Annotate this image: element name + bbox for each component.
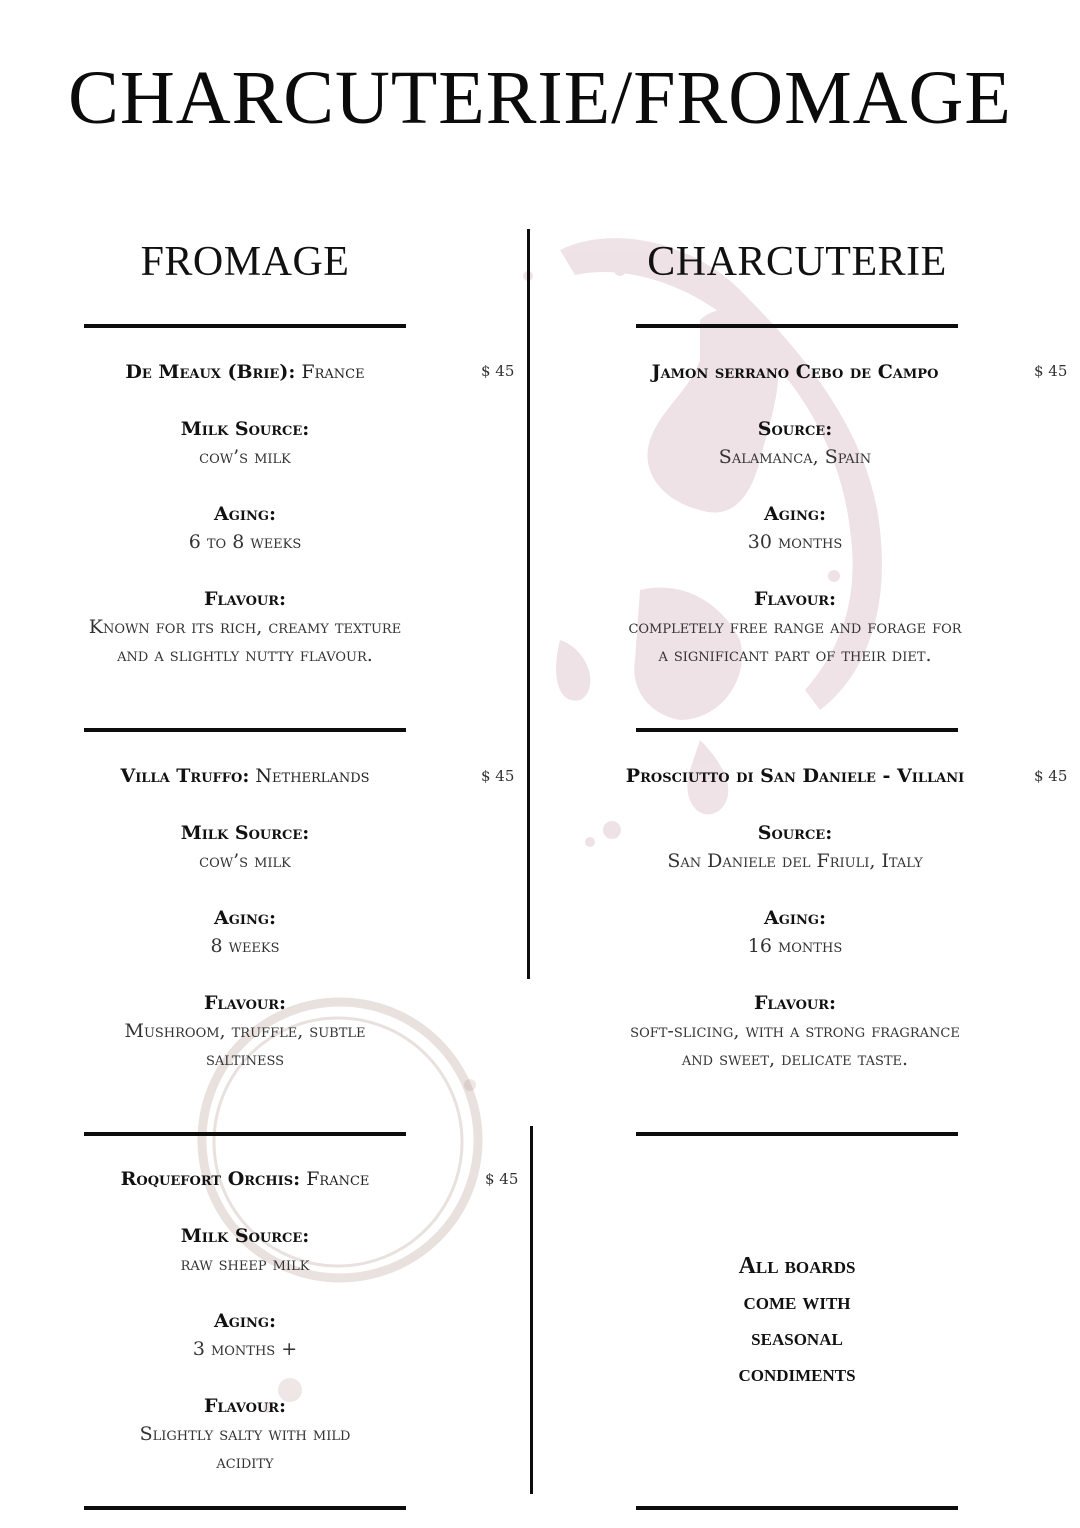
charcuterie-rule-4 xyxy=(636,1506,958,1510)
item-source-label: Milk Source: xyxy=(180,822,310,844)
fromage-item xyxy=(24,358,466,669)
charcuterie-rule-2 xyxy=(636,728,958,732)
item-aging: 16 months xyxy=(747,935,843,957)
note-line: condiments xyxy=(738,1361,856,1387)
item-origin: Netherlands xyxy=(255,765,370,787)
item-aging-label: Aging: xyxy=(214,503,276,525)
item-price: $ 45 xyxy=(481,767,515,785)
item-price: $ 45 xyxy=(1034,767,1068,785)
charcuterie-rule-3 xyxy=(636,1132,958,1136)
item-aging: 3 months + xyxy=(192,1338,298,1360)
fromage-rule-1 xyxy=(84,324,406,328)
item-flavour-line: Slightly salty with mild xyxy=(139,1423,351,1445)
column-divider-top xyxy=(527,229,530,979)
item-source: cow’s milk xyxy=(199,850,291,872)
charcuterie-item xyxy=(562,762,1028,1073)
item-source-label: Milk Source: xyxy=(180,1225,310,1247)
item-source-label: Source: xyxy=(757,822,833,844)
item-source: raw sheep milk xyxy=(180,1253,310,1275)
column-divider-bottom xyxy=(530,1126,533,1494)
item-name: Roquefort Orchis: xyxy=(120,1168,301,1190)
charcuterie-item xyxy=(562,358,1028,669)
item-flavour-line: and sweet, delicate taste. xyxy=(681,1048,909,1070)
item-aging: 8 weeks xyxy=(210,935,280,957)
item-source: San Daniele del Friuli, Italy xyxy=(667,850,923,872)
item-name: Jamon serrano Cebo de Campo xyxy=(651,361,939,383)
item-aging: 30 months xyxy=(747,531,843,553)
item-flavour-line: and a slightly nutty flavour. xyxy=(117,644,373,666)
note-line: come with xyxy=(743,1289,851,1315)
item-name: Prosciutto di San Daniele - Villani xyxy=(625,765,965,787)
item-source: cow’s milk xyxy=(199,446,291,468)
item-aging-label: Aging: xyxy=(764,503,826,525)
fromage-rule-3 xyxy=(84,1132,406,1136)
item-flavour-line: saltiness xyxy=(205,1048,285,1070)
fromage-item xyxy=(24,762,466,1073)
charcuterie-rule-1 xyxy=(636,324,958,328)
page-title: CHARCUTERIE/FROMAGE xyxy=(68,56,1012,140)
item-flavour-label: Flavour: xyxy=(203,992,287,1014)
item-flavour-label: Flavour: xyxy=(203,1395,287,1417)
fromage-heading: FROMAGE xyxy=(140,239,350,285)
item-source-label: Milk Source: xyxy=(180,418,310,440)
item-price: $ 45 xyxy=(485,1170,519,1188)
item-origin: France xyxy=(301,361,365,383)
item-name: De Meaux (Brie): xyxy=(125,361,296,383)
charcuterie-heading: CHARCUTERIE xyxy=(647,239,947,285)
item-aging-label: Aging: xyxy=(214,1310,276,1332)
item-aging-label: Aging: xyxy=(214,907,276,929)
item-flavour-line: acidity xyxy=(216,1451,274,1473)
boards-note xyxy=(636,1248,958,1392)
item-price: $ 45 xyxy=(1034,362,1068,380)
item-flavour-line: soft-slicing, with a strong fragrance xyxy=(630,1020,960,1042)
item-flavour-line: a significant part of their diet. xyxy=(658,644,932,666)
item-flavour-line: Mushroom, truffle, subtle xyxy=(124,1020,366,1042)
item-price: $ 45 xyxy=(481,362,515,380)
fromage-rule-2 xyxy=(84,728,406,732)
item-aging: 6 to 8 weeks xyxy=(188,531,302,553)
item-origin: France xyxy=(306,1168,370,1190)
item-flavour-label: Flavour: xyxy=(203,588,287,610)
item-flavour-line: completely free range and forage for xyxy=(628,616,962,638)
note-line: All boards xyxy=(738,1253,856,1279)
item-aging-label: Aging: xyxy=(764,907,826,929)
item-source-label: Source: xyxy=(757,418,833,440)
item-flavour-label: Flavour: xyxy=(753,992,837,1014)
item-name: Villa Truffo: xyxy=(120,765,250,787)
item-flavour-line: Known for its rich, creamy texture xyxy=(88,616,402,638)
fromage-rule-4 xyxy=(84,1506,406,1510)
fromage-item xyxy=(24,1165,466,1476)
item-source: Salamanca, Spain xyxy=(718,446,872,468)
note-line: seasonal xyxy=(751,1325,843,1351)
item-flavour-label: Flavour: xyxy=(753,588,837,610)
